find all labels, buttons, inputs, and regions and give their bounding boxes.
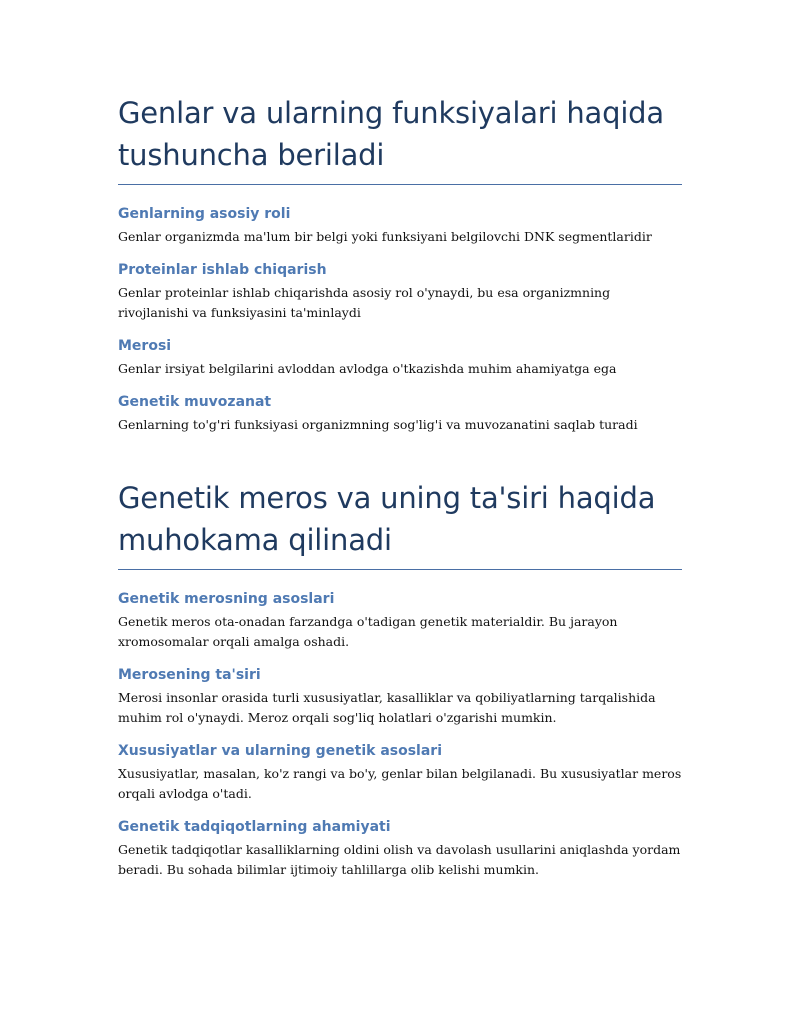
item-text: Genlarning to'g'ri funksiyasi organizmning sog'lig'i va muvozanatini saqlab turadi [118, 417, 638, 432]
item-heading: Merosening ta'siri [118, 667, 261, 683]
item-text: Xususiyatlar, masalan, ko'z rangi va bo'y, genlar bilan belgilanadi. Bu xususiyatlar meros orqali avlodga o'tadi. [118, 766, 682, 801]
item-inheritance-basics [118, 590, 682, 652]
document-page [118, 92, 682, 894]
item-heading: Genlarning asosiy roli [118, 206, 291, 222]
section-items [118, 205, 682, 435]
item-heading: Xususiyatlar va ularning genetik asoslari [118, 743, 443, 759]
item-text: Genetik tadqiqotlar kasalliklarning oldini olish va davolash usullarini aniqlashda yordam beradi. Bu sohada bilimlar ijtimoiy tahlillarga olib kelishi mumkin. [118, 842, 681, 877]
section-genetic-inheritance [118, 477, 682, 880]
item-text: Merosi insonlar orasida turli xususiyatlar, kasalliklar va qobiliyatlarning tarqalishida muhim rol o'ynaydi. Meroz orqali sog'liq holatlari o'zgarishi mumkin. [118, 690, 656, 725]
item-text: Genlar organizmda ma'lum bir belgi yoki funksiyani belgilovchi DNK segmentlaridir [118, 229, 652, 244]
item-inheritance-effect [118, 666, 682, 728]
item-text: Genlar irsiyat belgilarini avloddan avlodga o'tkazishda muhim ahamiyatga ega [118, 361, 617, 376]
item-heading: Genetik merosning asoslari [118, 591, 335, 607]
section-items [118, 590, 682, 880]
item-heredity [118, 337, 682, 379]
section-genes-functions [118, 92, 682, 435]
item-heading: Genetik muvozanat [118, 394, 272, 410]
item-genetic-research [118, 818, 682, 880]
item-genetic-balance [118, 393, 682, 435]
section-title: Genetik meros va uning ta'siri haqida muhokama qilinadi [118, 477, 682, 570]
item-text: Genlar proteinlar ishlab chiqarishda asosiy rol o'ynaydi, bu esa organizmning rivojlanishi va funksiyasini ta'minlaydi [118, 285, 611, 320]
item-genes-main-role [118, 205, 682, 247]
item-protein-production [118, 261, 682, 323]
item-heading: Genetik tadqiqotlarning ahamiyati [118, 819, 391, 835]
item-text: Genetik meros ota-onadan farzandga o'tadigan genetik materialdir. Bu jarayon xromosomalar orqali amalga oshadi. [118, 614, 618, 649]
item-traits-genetic-basis [118, 742, 682, 804]
item-heading: Proteinlar ishlab chiqarish [118, 262, 327, 278]
item-heading: Merosi [118, 338, 172, 354]
section-title: Genlar va ularning funksiyalari haqida tushuncha beriladi [118, 92, 682, 185]
